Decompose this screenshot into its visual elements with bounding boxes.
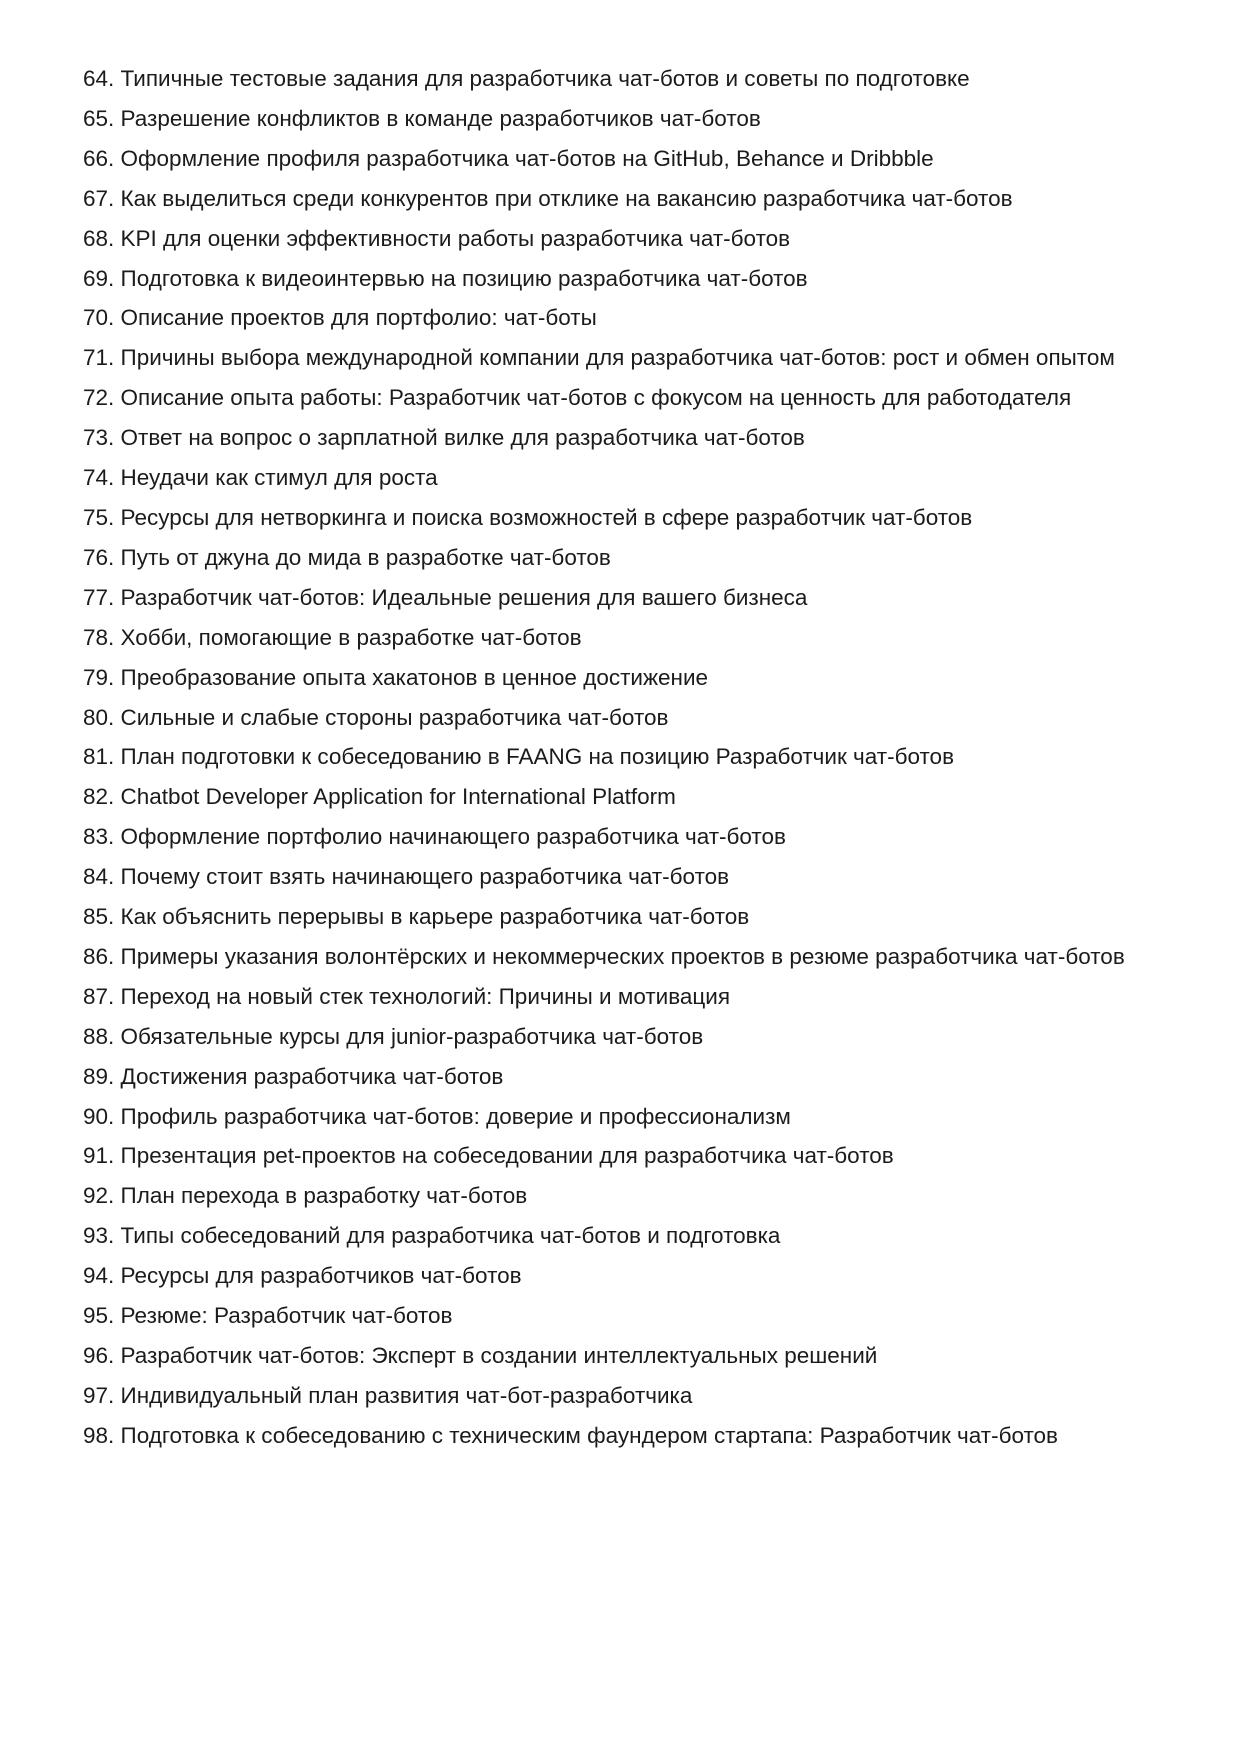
list-item: 81. План подготовки к собеседованию в FAANG на позицию Разработчик чат-ботов xyxy=(83,744,955,770)
list-item: 94. Ресурсы для разработчиков чат-ботов xyxy=(83,1263,522,1289)
list-item: 95. Резюме: Разработчик чат-ботов xyxy=(83,1303,453,1329)
list-item: 88. Обязательные курсы для junior-разработчика чат-ботов xyxy=(83,1023,704,1049)
list-item: 68. KPI для оценки эффективности работы разработчика чат-ботов xyxy=(83,225,791,251)
list-item: 76. Путь от джуна до мида в разработке чат-ботов xyxy=(83,544,611,570)
list-item: 82. Chatbot Developer Application for International Platform xyxy=(83,784,676,810)
list-item: 91. Презентация pet-проектов на собеседовании для разработчика чат-ботов xyxy=(83,1143,894,1169)
list-item: 86. Примеры указания волонтёрских и некоммерческих проектов в резюме разработчика чат-ботов xyxy=(83,943,1125,969)
list-item: 93. Типы собеседований для разработчика чат-ботов и подготовка xyxy=(83,1223,781,1249)
list-item: 64. Типичные тестовые задания для разработчика чат-ботов и советы по подготовке xyxy=(83,66,970,91)
list-item: 89. Достижения разработчика чат-ботов xyxy=(83,1063,504,1089)
list-item: 83. Оформление портфолио начинающего разработчика чат-ботов xyxy=(83,824,786,850)
list-item: 77. Разработчик чат-ботов: Идеальные решения для вашего бизнеса xyxy=(83,584,808,610)
list-item: 65. Разрешение конфликтов в команде разработчиков чат-ботов xyxy=(83,105,761,131)
list-item: 66. Оформление профиля разработчика чат-ботов на GitHub, Behance и Dribbble xyxy=(83,145,934,171)
list-item: 98. Подготовка к собеседованию с техническим фаундером стартапа: Разработчик чат-ботов xyxy=(83,1422,1059,1448)
list-item: 69. Подготовка к видеоинтервью на позицию разработчика чат-ботов xyxy=(83,265,808,291)
list-item: 80. Сильные и слабые стороны разработчика чат-ботов xyxy=(83,704,669,730)
list-item: 97. Индивидуальный план развития чат-бот-разработчика xyxy=(83,1382,693,1408)
list-item: 79. Преобразование опыта хакатонов в ценное достижение xyxy=(83,664,709,690)
list-item: 90. Профиль разработчика чат-ботов: доверие и профессионализм xyxy=(83,1103,791,1129)
list-item: 87. Переход на новый стек технологий: Причины и мотивация xyxy=(83,983,731,1009)
list-item: 78. Хобби, помогающие в разработке чат-ботов xyxy=(83,624,582,650)
list-item: 96. Разработчик чат-ботов: Эксперт в создании интеллектуальных решений xyxy=(83,1343,878,1368)
list-item: 67. Как выделиться среди конкурентов при отклике на вакансию разработчика чат-ботов xyxy=(83,185,1013,211)
list-item: 84. Почему стоит взять начинающего разработчика чат-ботов xyxy=(83,864,730,890)
list-item: 70. Описание проектов для портфолио: чат-боты xyxy=(83,305,597,331)
list-item: 75. Ресурсы для нетворкинга и поиска возможностей в сфере разработчик чат-ботов xyxy=(83,504,973,530)
list-item: 74. Неудачи как стимул для роста xyxy=(83,465,438,491)
document-body xyxy=(83,59,1145,1456)
list-item: 92. План перехода в разработку чат-ботов xyxy=(83,1183,528,1209)
list-item: 72. Описание опыта работы: Разработчик чат-ботов с фокусом на ценность для работодателя xyxy=(83,385,1072,411)
list-item: 85. Как объяснить перерывы в карьере разработчика чат-ботов xyxy=(83,904,750,930)
list-item: 71. Причины выбора международной компании для разработчика чат-ботов: рост и обмен опытом xyxy=(83,345,1115,371)
list-item: 73. Ответ на вопрос о зарплатной вилке для разработчика чат-ботов xyxy=(83,425,805,451)
